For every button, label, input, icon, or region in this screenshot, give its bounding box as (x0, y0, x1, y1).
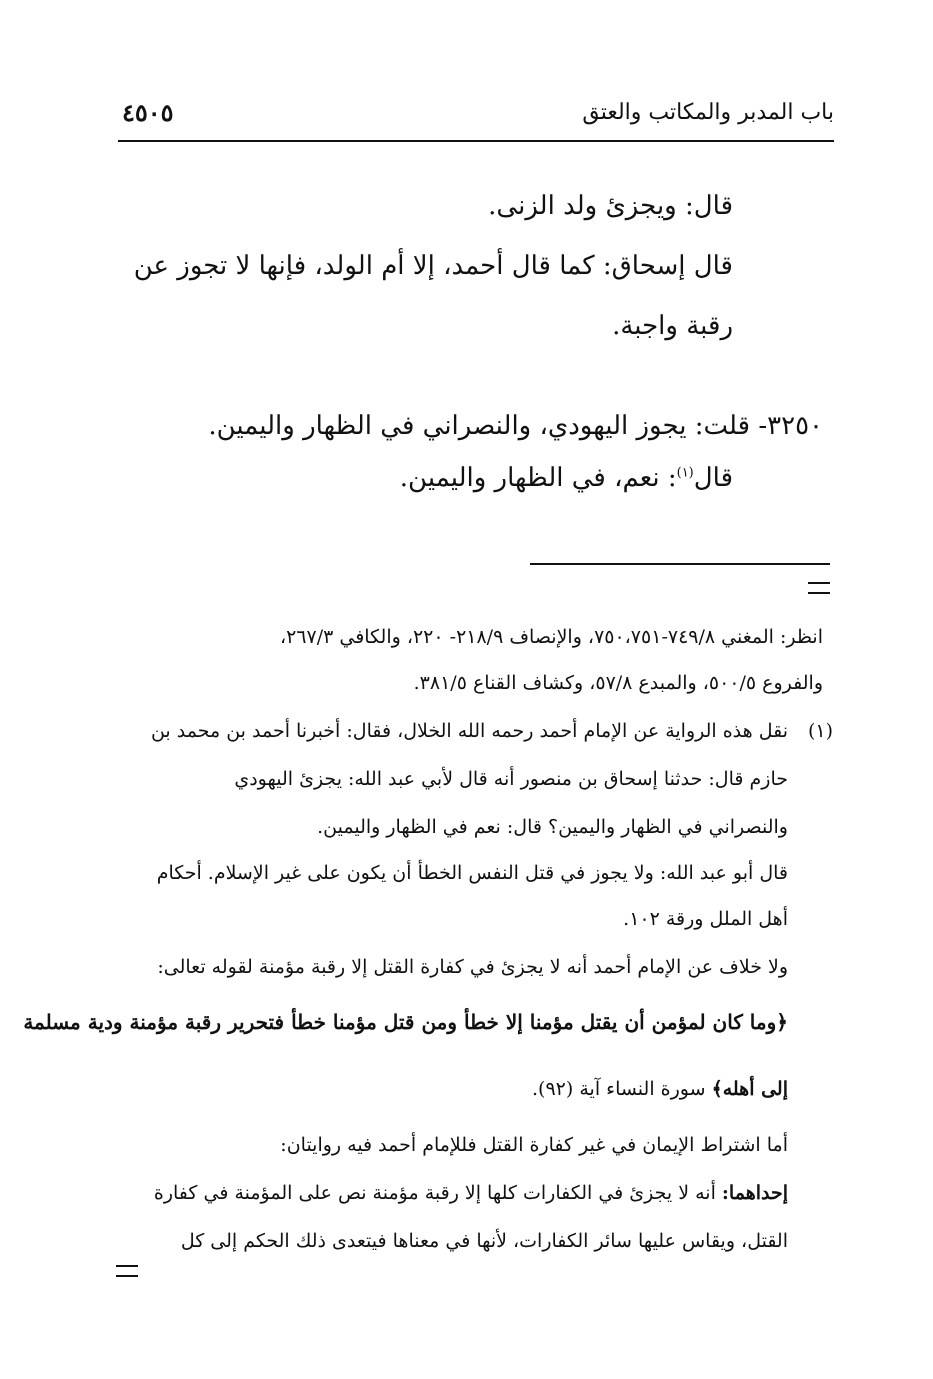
footnote-1-line-2: حازم قال: حدثنا إسحاق بن منصور أنه قال لأبي عبد الله: يجزئ اليهودي (234, 768, 788, 790)
footnote-1-line-9: القتل، ويقاس عليها سائر الكفارات، لأنها في معناها فيتعدى ذلك الحكم إلى كل (180, 1230, 788, 1252)
body-line-3: رقبة واجبة. (612, 311, 733, 341)
first-narration-label: إحداهما: (721, 1182, 788, 1204)
footnote-1-line-4: قال أبو عبد الله: ولا يجوز في قتل النفس الخطأ أن يكون على غير الإسلام. أحكام (156, 862, 788, 884)
body-line-2: قال إسحاق: كما قال أحمد، إلا أم الولد، فإنها لا تجوز عن (133, 251, 733, 281)
footnote-rule (530, 563, 830, 565)
body-line-1: قال: ويجزئ ولد الزنى. (488, 191, 733, 221)
footnote-continued-line-1: انظر: المغني ٧٤٩/٨-٧٥٠،٧٥١، والإنصاف ٢١٨/٩- ٢٢٠، والكافي ٢٦٧/٣، (279, 626, 823, 648)
continuation-mark-bottom (116, 1265, 138, 1277)
footnote-1-line-5: أهل الملل ورقة ١٠٢. (623, 908, 788, 930)
answer-text: : نعم، في الظهار واليمين. (399, 463, 677, 493)
footnote-continued-line-2: والفروع ٥٠٠/٥، والمبدع ٥٧/٨، وكشاف القناع ٣٨١/٥. (413, 672, 823, 694)
footnote-1-line-3: والنصراني في الظهار واليمين؟ قال: نعم في الظهار واليمين. (317, 816, 788, 838)
footnote-1-marker: (١) (807, 720, 833, 742)
chapter-title: باب المدبر والمكاتب والعتق (582, 100, 834, 125)
footnote-1-line-6: ولا خلاف عن الإمام أحمد أنه لا يجزئ في كفارة القتل إلا رقبة مؤمنة لقوله تعالى: (157, 956, 788, 978)
page-number: ٤٥٠٥ (122, 98, 174, 127)
footnote-1-line-1: نقل هذه الرواية عن الإمام أحمد رحمه الله الخلال، فقال: أخبرنا أحمد بن محمد بن (150, 720, 788, 742)
answer-prefix: قال (693, 463, 733, 493)
footnote-1-line-7: أما اشتراط الإيمان في غير كفارة القتل فللإمام أحمد فيه روايتان: (280, 1134, 788, 1156)
question-3250: ٣٢٥٠- قلت: يجوز اليهودي، والنصراني في الظهار واليمين. (208, 411, 823, 441)
first-narration-text: أنه لا يجزئ في الكفارات كلها إلا رقبة مؤمنة نص على المؤمنة في كفارة (153, 1182, 716, 1204)
footnote-ref-1: (١) (676, 465, 694, 481)
quran-reference: سورة النساء آية (٩٢). (532, 1078, 706, 1100)
answer-line (400, 458, 733, 498)
continuation-mark-top (808, 582, 830, 594)
footnote-1-line-8 (154, 1178, 788, 1208)
quran-verse-line-1: ﴿وما كان لمؤمن أن يقتل مؤمنا إلا خطأ ومن قتل مؤمنا خطأ فتحرير رقبة مؤمنة ودية مسلمة (23, 1010, 788, 1034)
quran-verse-line-2 (532, 1074, 788, 1104)
running-header (118, 96, 834, 140)
quran-verse-end: إلى أهله﴾ (711, 1078, 788, 1100)
header-rule (118, 140, 834, 142)
